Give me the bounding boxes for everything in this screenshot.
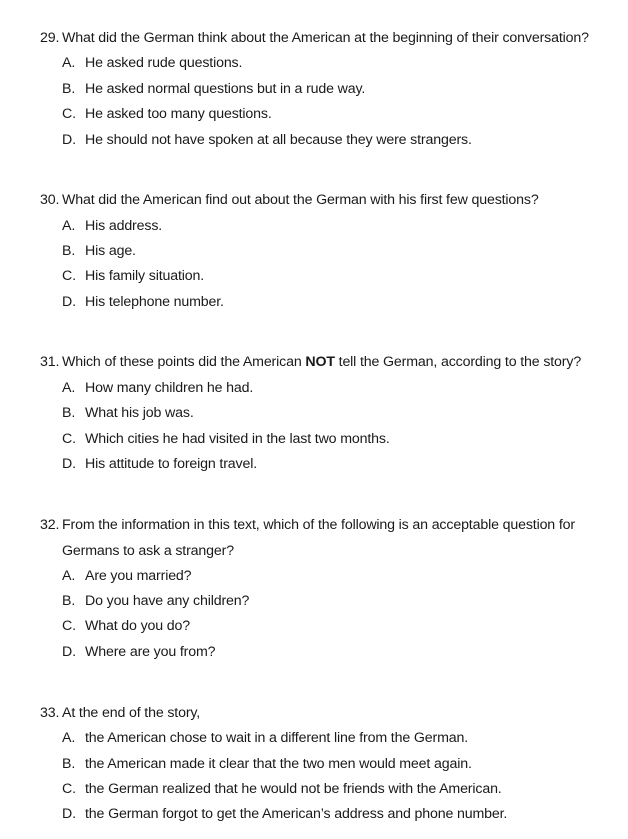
option-letter: A. [62,380,76,396]
option-letter: D. [62,456,76,472]
option-c [62,614,612,640]
option-text: He should not have spoken at all because they were strangers. [85,132,472,148]
option-letter: B. [62,243,76,259]
option-letter: C. [62,781,76,797]
option-c [62,427,612,453]
option-letter: A. [62,730,76,746]
option-a [62,51,612,77]
question-text: What did the German think about the American at the beginning of their conversation? [62,30,589,46]
question-text: From the information in this text, which of the following is an acceptable question for [62,517,575,533]
option-letter: D. [62,132,76,148]
option-a [62,726,612,752]
option-letter: C. [62,268,76,284]
option-text: His family situation. [85,268,205,284]
option-b [62,752,612,778]
question-text [62,354,581,370]
option-letter: D. [62,294,76,310]
question-text-continued: Germans to ask a stranger? [62,542,234,559]
option-text: His address. [85,218,163,234]
question-text: At the end of the story, [62,705,201,721]
option-text: What do you do? [85,618,191,634]
option-letter: D. [62,806,76,822]
option-b [62,589,612,615]
emphasis-not: NOT [305,354,335,370]
option-text: Which cities he had visited in the last two months. [85,431,390,447]
question-stem [40,350,620,376]
option-text: How many children he had. [85,380,254,396]
option-letter: B. [62,756,76,772]
question-stem [40,26,620,52]
option-d [62,640,612,666]
option-text: He asked rude questions. [85,55,243,71]
option-text: His attitude to foreign travel. [85,456,257,472]
question-number: 30. [40,192,60,208]
option-letter: C. [62,431,76,447]
question-text-before: Which of these points did the American [62,354,306,370]
option-a [62,376,612,402]
option-text: the American chose to wait in a different line from the German. [85,730,469,746]
option-letter: A. [62,55,76,71]
option-text: the German realized that he would not be friends with the American. [85,781,502,797]
option-c [62,102,612,128]
option-d [62,128,612,154]
option-text: His age. [85,243,136,259]
option-c [62,264,612,290]
question-stem [40,701,620,727]
option-d [62,452,612,478]
question-stem [40,513,620,564]
option-letter: D. [62,644,76,660]
option-b [62,239,612,265]
question-stem [40,188,620,214]
option-letter: A. [62,218,76,234]
option-a [62,564,612,590]
option-text: Where are you from? [85,644,216,660]
question-text: What did the American find out about the German with his first few questions? [62,192,539,208]
question-number: 29. [40,30,60,46]
question-number: 33. [40,705,60,721]
option-text: Do you have any children? [85,593,250,609]
option-b [62,77,612,103]
option-c [62,777,612,803]
option-text: He asked normal questions but in a rude way. [85,81,366,97]
option-text: Are you married? [85,568,192,584]
option-letter: B. [62,81,76,97]
option-b [62,401,612,427]
option-d [62,290,612,316]
option-letter: C. [62,106,76,122]
question-number: 32. [40,517,60,533]
option-letter: C. [62,618,76,634]
question-number: 31. [40,354,60,370]
option-text: the German forgot to get the American’s address and phone number. [85,806,508,822]
option-letter: A. [62,568,76,584]
option-a [62,214,612,240]
option-text: What his job was. [85,405,194,421]
option-text: His telephone number. [85,294,224,310]
option-text: He asked too many questions. [85,106,272,122]
option-letter: B. [62,593,76,609]
option-letter: B. [62,405,76,421]
question-text-after: tell the German, according to the story? [334,354,582,370]
option-text: the American made it clear that the two men would meet again. [85,756,472,772]
option-d [62,802,612,828]
